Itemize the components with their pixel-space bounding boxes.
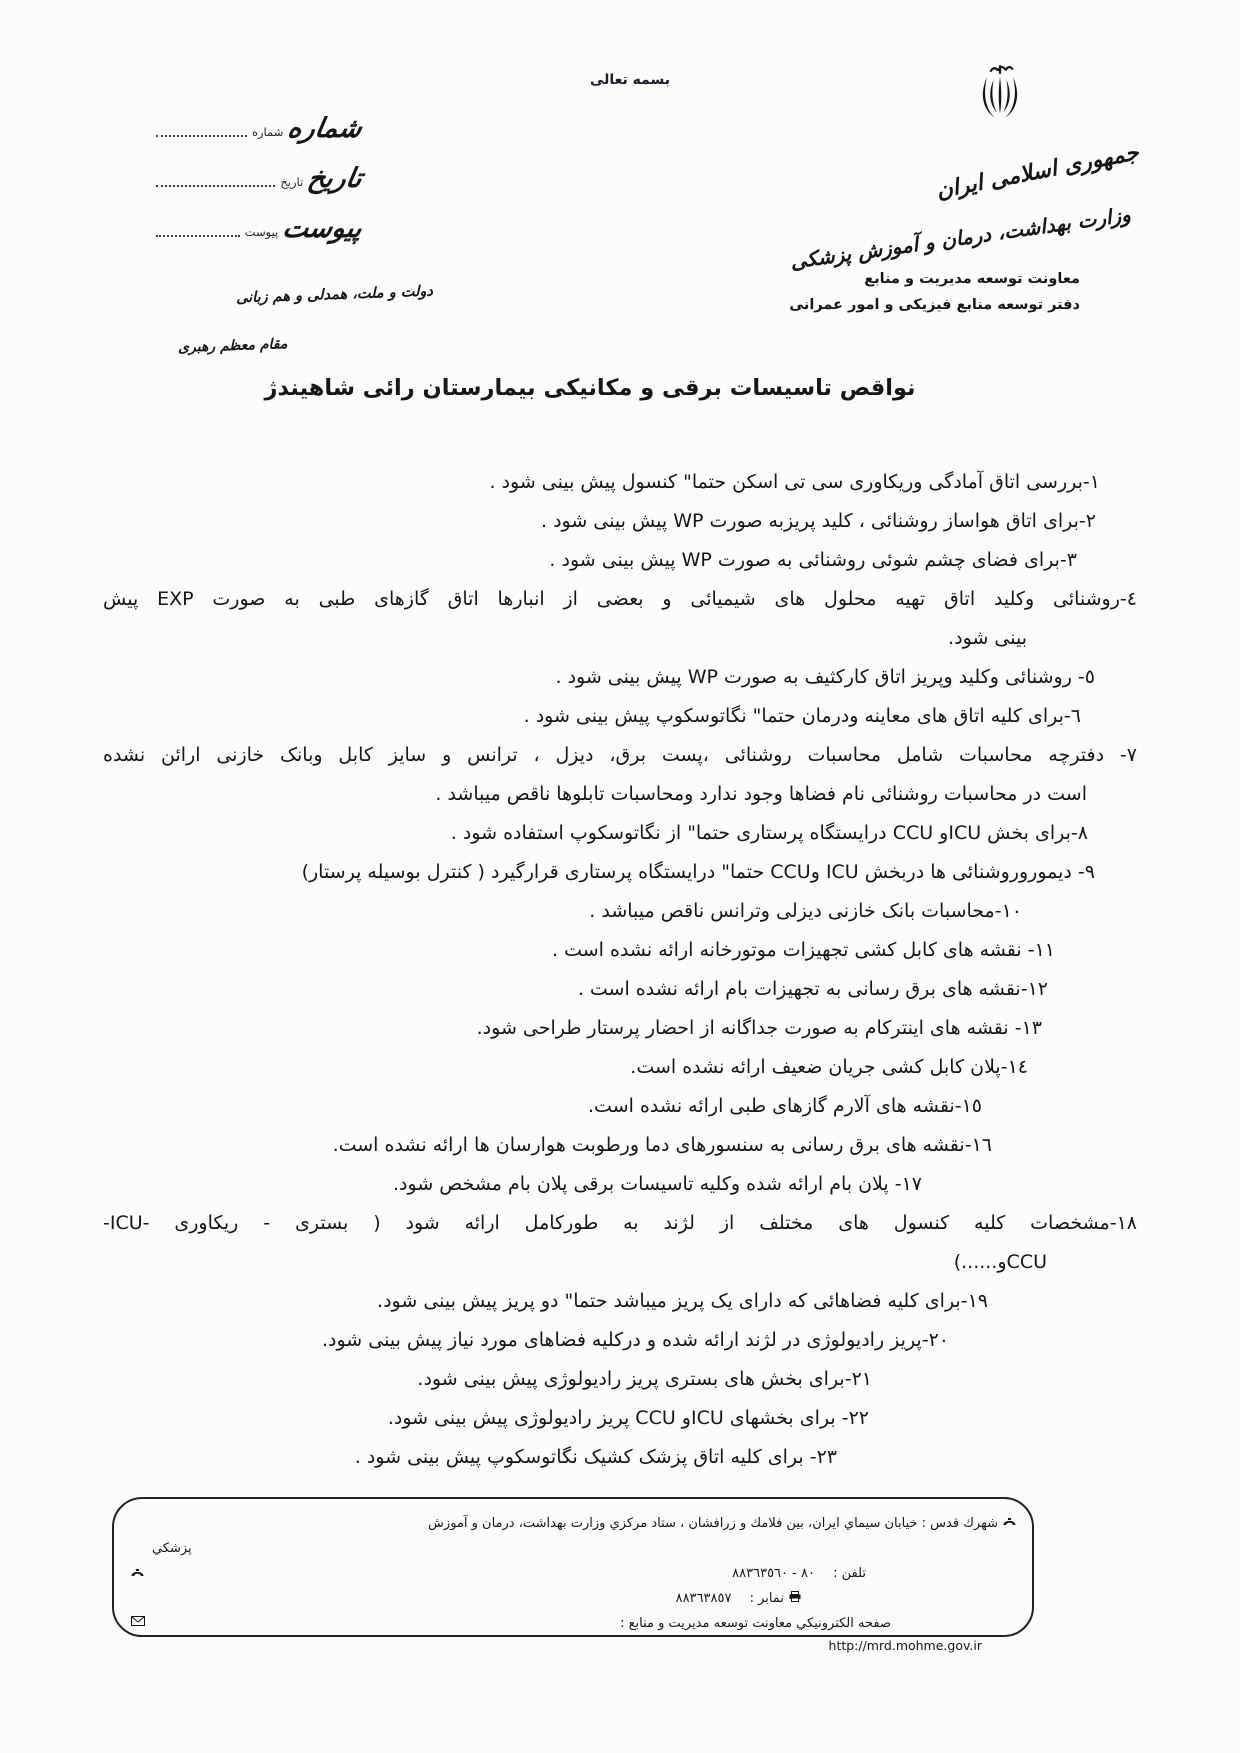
footer-fax-label: نمابر : <box>749 1591 784 1606</box>
item-line: ۱۷- پلان بام ارائه شده وکلیه تاسیسات برقی پلان بام مشخص شود. <box>393 1173 922 1195</box>
dotted-fill-line <box>156 135 247 137</box>
item-line: ۲۳- برای کلیه اتاق پزشک کشیک نگاتوسکوپ پیش بینی شود . <box>354 1446 837 1468</box>
footer-web-label: صفحه الكترونيكي معاونت توسعه مديريت و منابع : <box>620 1616 891 1631</box>
list-item <box>103 1360 1137 1399</box>
meta-field-calligraphic: تاریخ <box>305 163 365 194</box>
list-item <box>103 1204 1137 1282</box>
footer-phone-line <box>130 1561 1016 1586</box>
bismillah-text: بسمه تعالی <box>589 72 671 88</box>
item-line: ۷- دفترچه محاسبات شامل محاسبات روشنائی ،پست برق، دیزل ، ترانس و سایز کابل وبانک خازنی ارائن نشده <box>103 744 1137 766</box>
list-item <box>103 502 1137 541</box>
item-line: ۲۲- برای بخشهای ICUو CCU پریز رادیولوژی پیش بینی شود. <box>387 1407 869 1429</box>
meta-field-label: شماره <box>251 125 284 139</box>
list-item <box>103 1438 1137 1477</box>
footer-url: http://mrd.mohme.gov.ir <box>828 1638 982 1653</box>
item-line: ۱۰-محاسبات بانک خازنی دیزلی وترانس ناقص میباشد . <box>589 900 1022 922</box>
list-item <box>103 541 1137 580</box>
list-item <box>103 1282 1137 1321</box>
footer-box <box>112 1497 1034 1653</box>
list-item <box>103 736 1137 814</box>
meta-fields <box>156 104 365 254</box>
list-item <box>103 1009 1137 1048</box>
slogan-line-1: دولت و ملت، همدلی و هم زبانی <box>235 283 434 307</box>
department-line-2: دفتر توسعه منابع فیزیکی و امور عمرانی <box>789 297 1080 313</box>
iran-emblem-icon <box>976 62 1024 124</box>
footer-address-line2: پزشكي <box>152 1541 192 1556</box>
list-item <box>103 1165 1137 1204</box>
item-line: ۱۸-مشخصات کلیه کنسول های مختلف از لژند به طورکامل ارائه شود ( بستری - ریکاوری -ICU- <box>103 1212 1137 1234</box>
list-item <box>103 658 1137 697</box>
list-item <box>103 1087 1137 1126</box>
page-title: نواقص تاسیسات برقی و مکانیکی بیمارستان رائی شاهیندژ <box>264 375 916 401</box>
footer-address-text: شهرك قدس : خيابان سيماي ايران، بين فلامك و زرافشان ، ستاد مركزي وزارت بهداشت، درمان و آموزش <box>428 1516 998 1531</box>
item-line: ٤-روشنائی وکلید اتاق تهیه محلول های شیمیائی و بعضی از انبارها اتاق گازهای طبی به صورت EXP پیش <box>103 588 1137 610</box>
item-line: ۱۱- نقشه های کابل کشی تجهیزات موتورخانه ارائه نشده است . <box>552 939 1055 961</box>
item-line: ۱٥-نقشه های آلارم گازهای طبی ارائه نشده است. <box>588 1095 982 1117</box>
footer-fax-number: ٨٨٣٦٣٨٥٧ <box>675 1591 732 1606</box>
fax-icon <box>789 1586 801 1611</box>
meta-field-row <box>156 154 365 194</box>
item-line: بینی شود. <box>948 627 1027 649</box>
footer-phone-number: ٨٠ - ٨٨٣٦٣٥٦٠ <box>732 1566 815 1581</box>
meta-field-row <box>156 104 365 144</box>
meta-field-calligraphic: شماره <box>285 113 365 144</box>
item-line: است در محاسبات روشنائی نام فضاها وجود ندارد ومحاسبات تابلوها ناقص میباشد . <box>435 783 1087 805</box>
item-line: ٦-برای کلیه اتاق های معاینه ودرمان حتما" نگاتوسکوپ پیش بینی شود . <box>523 705 1081 727</box>
item-line: ۱۲-نقشه های برق رسانی به تجهیزات بام ارائه نشده است . <box>577 978 1048 1000</box>
meta-field-label: تاریخ <box>280 175 304 189</box>
item-line: ٥- روشنائی وکلید وپریز اتاق کارکثیف به صورت WP پیش بینی شود . <box>555 666 1095 688</box>
item-line: ۱۳- نقشه های اینترکام به صورت جداگانه از احضار پرستار طراحی شود. <box>476 1017 1042 1039</box>
item-line: ۳-برای فضای چشم شوئی روشنائی به صورت WP پیش بینی شود . <box>549 549 1077 571</box>
telephone-icon <box>131 1567 144 1582</box>
item-line: CCUو......) <box>953 1251 1047 1273</box>
slogan-line-2: مقام معظم رهبری <box>177 336 288 356</box>
footer-phone-label: تلفن : <box>833 1566 866 1581</box>
mail-icon <box>131 1615 145 1630</box>
footer-web-line <box>130 1611 1016 1636</box>
dotted-fill-line <box>156 185 275 187</box>
letterhead-department <box>789 266 1080 318</box>
item-line: ١٤-پلان کابل کشی جریان ضعیف ارائه نشده است. <box>630 1056 1028 1078</box>
list-item <box>103 892 1137 931</box>
department-line-1: معاونت توسعه مدیریت و منابع <box>864 271 1080 287</box>
list-item <box>103 697 1137 736</box>
item-line: ۱٦-نقشه های برق رسانی به سنسورهای دما ورطوبت هوارسان ها ارائه نشده است. <box>332 1134 992 1156</box>
list-item <box>103 970 1137 1009</box>
letterhead-country: جمهوری اسلامی ایران <box>933 140 1141 204</box>
meta-field-label: پیوست <box>244 225 279 239</box>
deficiency-list <box>103 463 1137 1477</box>
footer-fax-line <box>130 1586 1016 1611</box>
phone-icon <box>1003 1511 1016 1536</box>
letterhead-ministry: وزارت بهداشت، درمان و آموزش پزشکی <box>788 202 1132 274</box>
list-item <box>103 1126 1137 1165</box>
footer-address-line <box>130 1511 1016 1536</box>
item-line: ۲-برای اتاق هواساز روشنائی ، کلید پریزبه صورت WP پیش بینی شود . <box>540 510 1096 532</box>
item-line: ۱-بررسی اتاق آمادگی وریکاوری سی تی اسکن حتما" کنسول پیش بینی شود . <box>489 471 1100 493</box>
meta-field-row <box>156 204 365 244</box>
list-item <box>103 814 1137 853</box>
item-line: ۸-برای بخش ICUو CCU درایستگاه پرستاری حتما" از نگاتوسکوپ استفاده شود . <box>450 822 1088 844</box>
list-item <box>103 853 1137 892</box>
item-line: ۲۱-برای بخش های بستری پریز رادیولوژی پیش بینی شود. <box>417 1368 872 1390</box>
list-item <box>103 1048 1137 1087</box>
list-item <box>103 580 1137 658</box>
list-item <box>103 931 1137 970</box>
list-item <box>103 1399 1137 1438</box>
list-item <box>103 1321 1137 1360</box>
item-line: ۲۰-پریز رادیولوژی در لژند ارائه شده و درکلیه فضاهای مورد نیاز پیش بینی شود. <box>321 1329 949 1351</box>
list-item <box>103 463 1137 502</box>
item-line: ۱۹-برای کلیه فضاهائی که دارای یک پریز میباشد حتما" دو پریز پیش بینی شود. <box>377 1290 988 1312</box>
meta-field-calligraphic: پیوست <box>280 213 365 244</box>
item-line: ۹- دیموروروشنائی ها دربخش ICU وCCU حتما" درایستگاه پرستاری قرارگیرد ( کنترل بوسیله پرستار) <box>301 861 1095 883</box>
dotted-fill-line <box>156 235 240 237</box>
